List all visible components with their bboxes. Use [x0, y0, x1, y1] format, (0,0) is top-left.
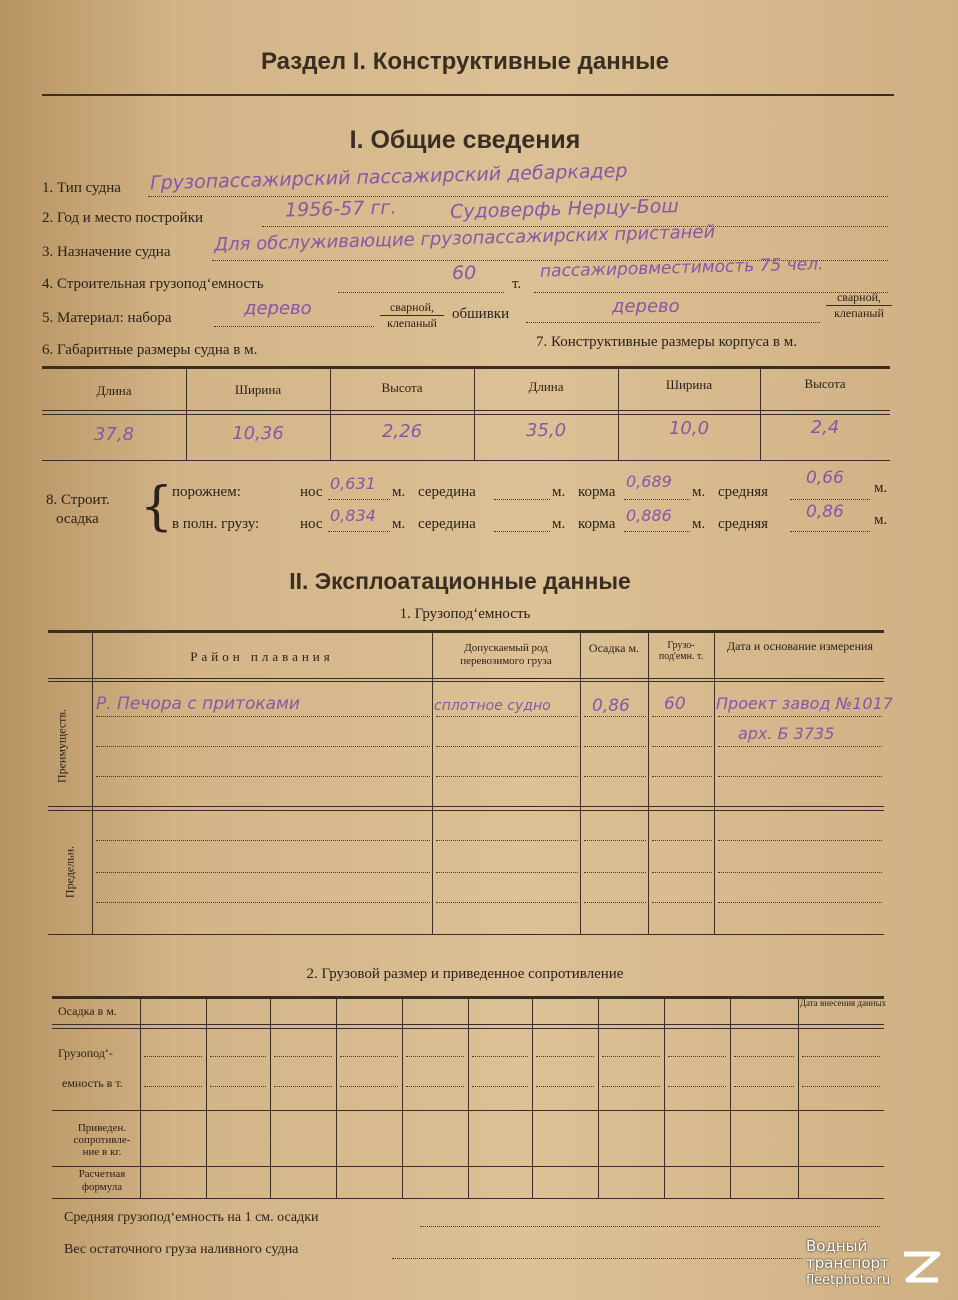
op-col-line-0: [92, 630, 93, 934]
cs-col-line: [402, 996, 403, 1198]
dims-label: 6. Габаритные размеры судна в м.: [42, 342, 258, 358]
op-date-value-2: арх. Б 3735: [738, 724, 835, 743]
full-stern-value: 0,886: [626, 506, 672, 525]
empty-nose-value: 0,631: [330, 474, 376, 493]
full-avg-label: средняя: [718, 516, 769, 532]
cs-dotted-line: [536, 1086, 594, 1087]
full-nose-label: нос: [300, 516, 323, 532]
capacity-value: 60: [452, 262, 477, 284]
cs-col-line: [532, 996, 533, 1198]
cs-dotted-line: [734, 1056, 794, 1057]
weld-options-2: [826, 290, 892, 321]
dims-value-cell: 10,0: [668, 418, 710, 439]
cs-dotted-line: [406, 1086, 464, 1087]
op-header-area: Район плавания: [190, 649, 334, 664]
weld2-bottom: клепаный: [826, 305, 892, 321]
cs-dotted-line: [536, 1056, 594, 1057]
limit-label: Предельн.: [62, 845, 77, 899]
empty-middle-line: [494, 499, 550, 500]
op-dotted-line: [96, 746, 430, 747]
cs-dotted-line: [472, 1056, 528, 1057]
section-title: Раздел I. Конструктивные данные: [260, 48, 670, 75]
watermark-line-3: fleetphoto.ru: [806, 1273, 891, 1288]
dims-col-line: [186, 366, 187, 460]
op-header-cargo: Допускаемый род перевозимого груза: [460, 642, 552, 667]
empty-stern-unit: м.: [692, 484, 706, 500]
empty-nose-line: [328, 499, 390, 500]
cs-col-line: [206, 996, 207, 1198]
cs-avg-line: [420, 1226, 880, 1227]
dims-header-cell: Длина: [528, 378, 564, 394]
fleetphoto-logo-icon: [898, 1248, 944, 1288]
op-header-rule: [48, 678, 884, 679]
empty-avg-label: средняя: [718, 484, 769, 500]
year-place: Судоверфь Нерцу-Бош: [449, 195, 680, 223]
op-dotted-line: [584, 776, 646, 777]
op-dotted-line: [718, 716, 882, 717]
weld-top: сварной,: [389, 300, 434, 314]
op-dotted-line: [436, 902, 578, 903]
op-dotted-line: [436, 776, 578, 777]
cs-draft-label: Осадка в м.: [58, 1004, 117, 1018]
cs-capacity-label-2: емность в т.: [62, 1076, 123, 1090]
dims-top-rule: [42, 366, 890, 369]
year-label: 2. Год и место постройки: [42, 210, 204, 226]
op-dotted-line: [652, 716, 712, 717]
op-area-value: Р. Печора с притоками: [96, 694, 300, 714]
op-cargo-value: сплотное судно: [434, 698, 551, 714]
operational-title: II. Эксплоатационные данные: [289, 568, 631, 594]
material-label: 5. Материал: набора: [42, 310, 172, 326]
type-line: [148, 196, 888, 197]
op-draft-value: 0,86: [592, 696, 630, 716]
cs-dotted-line: [802, 1086, 880, 1087]
cs-resist-1: Приведен.: [77, 1122, 127, 1134]
full-nose-unit: м.: [392, 516, 406, 532]
empty-nose-unit: м.: [392, 484, 406, 500]
material-frame-line: [214, 326, 374, 327]
purpose-value: Для обслуживающие грузопассажирских пристаней: [213, 221, 716, 256]
op-dotted-line: [96, 716, 430, 717]
type-label: 1. Тип судна: [42, 180, 121, 196]
dims-value-cell: 35,0: [525, 419, 567, 441]
cs-dotted-line: [668, 1056, 726, 1057]
dims-bottom-rule: [42, 460, 890, 461]
empty-middle-unit: м.: [552, 484, 566, 500]
op-top-rule: [48, 630, 884, 633]
op-dotted-line: [652, 776, 712, 777]
type-value: Грузопассажирский пассажирский дебаркадер: [149, 159, 628, 195]
cs-dotted-line: [274, 1056, 332, 1057]
cs-formula-2: формула: [81, 1181, 123, 1193]
op-col-line-1: [432, 630, 433, 934]
dims-value-cell: 10,36: [232, 422, 284, 444]
dims-header-cell: Длина: [96, 383, 132, 398]
draft-brace: {: [140, 477, 174, 537]
op-dotted-line: [584, 872, 646, 873]
empty-middle-label: середина: [418, 484, 476, 500]
draft-label-2: осадка: [56, 511, 99, 527]
cs-dotted-line: [802, 1056, 880, 1057]
general-title: I. Общие сведения: [349, 126, 581, 154]
op-dotted-line: [436, 746, 578, 747]
cs-dotted-line: [144, 1056, 202, 1057]
cs-residual-label: Вес остаточного груза наливного судна: [64, 1242, 299, 1257]
cs-col-line: [336, 996, 337, 1198]
cs-date-label: Дата внесения данных: [799, 998, 887, 1008]
cs-col-line: [730, 996, 731, 1198]
cs-dotted-line: [472, 1086, 528, 1087]
full-avg-line: [790, 531, 870, 532]
dims-mid-rule: [42, 410, 890, 411]
cs-dotted-line: [340, 1086, 398, 1087]
capacity-extra: пассажировместимость 75 чел.: [539, 254, 824, 282]
op-col-line-3: [648, 630, 649, 934]
op-dotted-line: [584, 902, 646, 903]
dims-value-cell: 2,4: [810, 416, 840, 438]
full-avg-value: 0,86: [806, 502, 844, 522]
full-stern-unit: м.: [692, 516, 706, 532]
watermark: [806, 1238, 890, 1289]
capacity-label: 4. Строительная грузопод‘емность: [42, 276, 264, 292]
op-dotted-line: [584, 746, 646, 747]
op-dotted-line: [584, 840, 646, 841]
draft-full-label: в полн. грузу:: [172, 516, 260, 532]
watermark-line-2: транспорт: [806, 1254, 889, 1272]
cs-dotted-line: [274, 1086, 332, 1087]
op-dotted-line: [96, 902, 430, 903]
op-dotted-line: [652, 902, 712, 903]
empty-avg-unit: м.: [874, 480, 888, 496]
cs-formula-1: Расчетная: [78, 1168, 126, 1180]
empty-nose-label: нос: [300, 484, 323, 500]
cs-dotted-line: [668, 1086, 726, 1087]
op-dotted-line: [96, 776, 430, 777]
empty-stern-line: [624, 499, 690, 500]
full-stern-label: корма: [578, 516, 616, 532]
op-header-date: Дата и основание измерения: [727, 639, 873, 653]
sheath-line: [526, 322, 820, 323]
op-header-draft: Осадка м.: [588, 641, 640, 655]
operational-subtitle: 1. Грузопод‘емность: [399, 606, 531, 622]
op-dotted-line: [652, 872, 712, 873]
op-dotted-line: [718, 746, 882, 747]
pref-label: Преимуществ.: [54, 708, 69, 784]
dims-header-cell: Высота: [804, 375, 846, 391]
cs-formula-label: [60, 1168, 144, 1194]
op-dotted-line: [436, 840, 578, 841]
weld-bottom: клепаный: [380, 315, 444, 331]
full-stern-line: [624, 531, 690, 532]
op-dotted-line: [718, 840, 882, 841]
cs-residual-line: [392, 1258, 802, 1259]
sheath-label: обшивки: [452, 306, 510, 322]
cs-col-line: [468, 996, 469, 1198]
cs-col-line: [598, 996, 599, 1198]
cs-dotted-line: [734, 1086, 794, 1087]
dims-header-cell: Высота: [381, 380, 423, 395]
full-nose-value: 0,834: [330, 506, 376, 525]
cs-dotted-line: [602, 1086, 660, 1087]
watermark-line-1: Водный: [806, 1237, 868, 1255]
empty-stern-label: корма: [578, 484, 616, 500]
hull-label: 7. Конструктивные размеры корпуса в м.: [536, 334, 797, 350]
cs-dotted-line: [602, 1056, 660, 1057]
op-col-line-2: [580, 630, 581, 934]
op-dotted-line: [96, 872, 430, 873]
cs-col-line: [270, 996, 271, 1198]
cs-avg-label: Средняя грузопод‘емность на 1 см. осадки: [64, 1210, 319, 1225]
capacity-unit: т.: [512, 276, 522, 292]
full-avg-unit: м.: [874, 512, 888, 528]
cs-dotted-line: [144, 1086, 202, 1087]
cs-bottom-rule: [52, 1198, 884, 1199]
cs-dotted-line: [210, 1056, 266, 1057]
capacity-line: [338, 292, 504, 293]
draft-empty-label: порожнем:: [172, 484, 241, 500]
empty-stern-value: 0,689: [626, 472, 672, 491]
op-dotted-line: [652, 840, 712, 841]
op-date-value-1: Проект завод №1017: [716, 694, 893, 713]
full-middle-line: [494, 531, 550, 532]
material-frame: дерево: [244, 298, 312, 319]
dims-value-cell: 2,26: [381, 421, 423, 442]
cs-dotted-line: [340, 1056, 398, 1057]
dims-header-cell: Ширина: [234, 381, 282, 397]
op-header-rule-2: [48, 681, 884, 682]
empty-avg-line: [790, 499, 870, 500]
op-dotted-line: [436, 716, 578, 717]
op-dotted-line: [718, 872, 882, 873]
full-nose-line: [328, 531, 390, 532]
op-col-line-4: [714, 630, 715, 934]
cs-col-line: [664, 996, 665, 1198]
section-rule: [42, 94, 894, 96]
op-dotted-line: [718, 902, 882, 903]
cs-col-line: [798, 996, 799, 1198]
cs-dotted-line: [210, 1086, 266, 1087]
full-middle-unit: м.: [552, 516, 566, 532]
cs-dotted-line: [406, 1056, 464, 1057]
empty-avg-value: 0,66: [806, 468, 844, 488]
weld2-top: сварной,: [836, 290, 881, 304]
op-pref-bottom-2: [48, 810, 884, 811]
op-header-capacity: Грузо-под'емн. т.: [658, 640, 704, 662]
cs-resist-label: [60, 1122, 144, 1158]
op-dotted-line: [96, 840, 430, 841]
cs-resist-2: сопротивле-: [73, 1134, 131, 1146]
cs-capacity-label-1: Грузопод‘-: [58, 1046, 113, 1060]
weld-options: [380, 300, 444, 331]
op-capacity-value: 60: [664, 694, 686, 714]
op-dotted-line: [436, 872, 578, 873]
cs-resist-3: ние в кг.: [82, 1146, 122, 1158]
op-dotted-line: [718, 776, 882, 777]
op-bottom-rule: [48, 934, 884, 935]
op-pref-bottom: [48, 806, 884, 807]
op-dotted-line: [652, 746, 712, 747]
dims-header-cell: Ширина: [665, 377, 713, 392]
cargo-scale-title: 2. Грузовой размер и приведенное сопротивление: [306, 966, 624, 982]
full-middle-label: середина: [418, 516, 476, 532]
draft-label-1: 8. Строит.: [46, 492, 110, 508]
year-value: 1956-57 гг.: [284, 196, 397, 222]
purpose-label: 3. Назначение судна: [42, 244, 171, 260]
op-dotted-line: [584, 716, 646, 717]
dims-value-cell: 37,8: [93, 424, 135, 445]
dims-mid-rule-2: [42, 414, 890, 415]
material-sheath: дерево: [612, 296, 680, 317]
